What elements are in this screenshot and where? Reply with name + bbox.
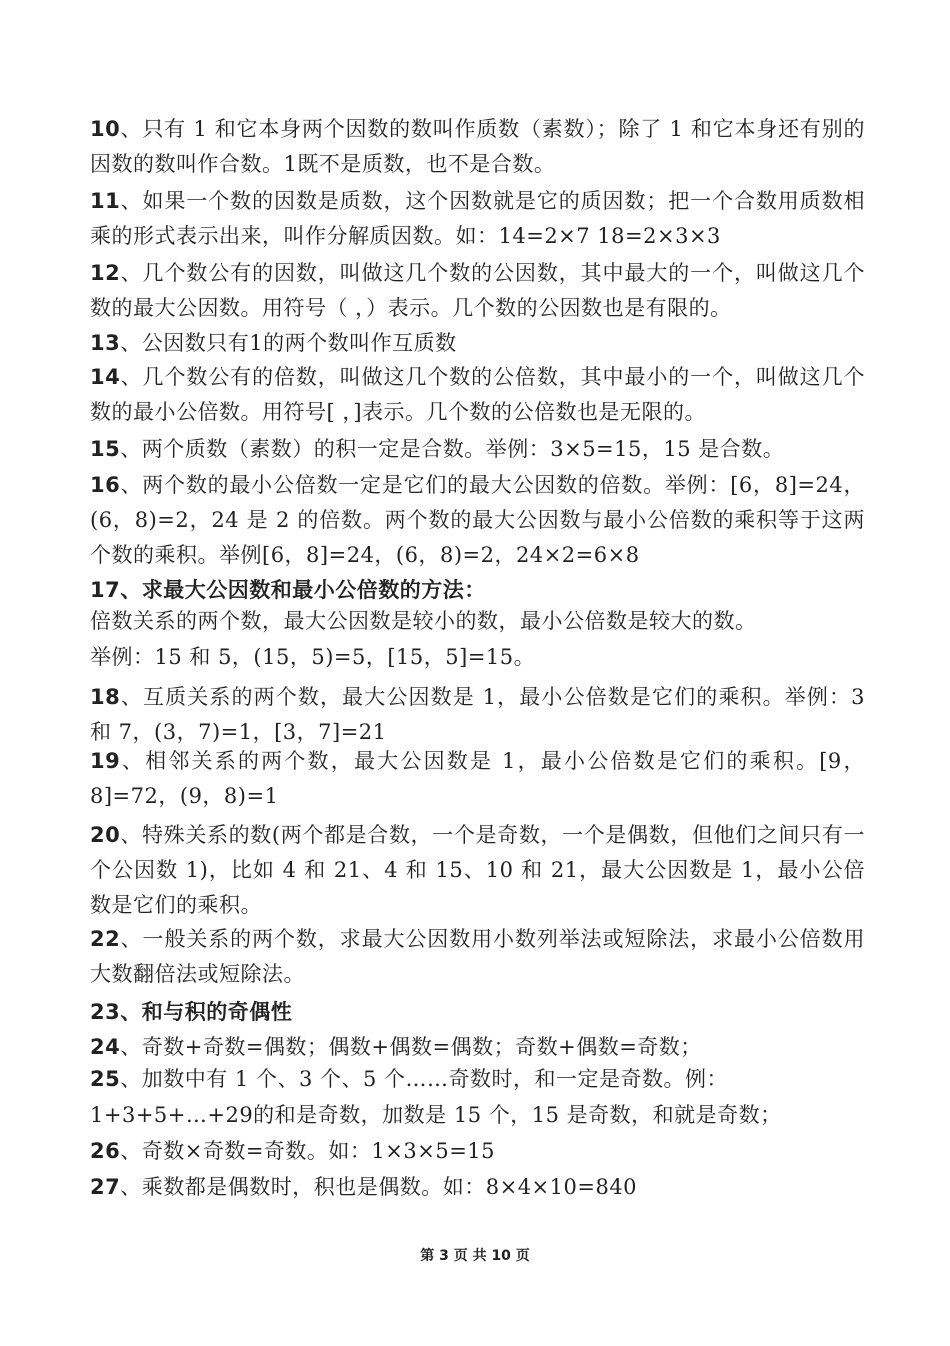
item-24: 24、奇数+奇数=偶数；偶数+偶数=偶数；奇数+偶数=奇数； xyxy=(90,1035,702,1059)
item-16: 16、两个数的最小公倍数一定是它们的最大公因数的倍数。举例：[6，8]=24，(6，8)=2，24 是 2 的倍数。两个数的最大公因数与最小公倍数的乘积等于这两个数的乘积。举例[6，8]=24，(6，8)=2，24×2=6×8 xyxy=(90,473,865,567)
item-25: 25、加数中有 1 个、3 个、5 个……奇数时，和一定是奇数。例： xyxy=(90,1067,729,1091)
item-27: 27、乘数都是偶数时，积也是偶数。如：8×4×10=840 xyxy=(90,1175,638,1199)
item-17-example: 举例：15 和 5，(15，5)=5，[15，5]=15。 xyxy=(90,645,536,669)
item-14: 14、几个数公有的倍数，叫做这几个数的公倍数，其中最小的一个，叫做这几个数的最小公倍数。用符号[ ，]表示。几个数的公倍数也是无限的。 xyxy=(90,365,865,424)
item-15: 15、两个质数（素数）的积一定是合数。举例：3×5=15，15 是合数。 xyxy=(90,437,785,461)
item-22: 22、一般关系的两个数，求最大公因数用小数列举法或短除法，求最小公倍数用大数翻倍法或短除法。 xyxy=(90,927,865,986)
item-13: 13、公因数只有1的两个数叫作互质数 xyxy=(90,331,457,355)
item-11: 11、如果一个数的因数是质数，这个因数就是它的质因数；把一个合数用质数相乘的形式表示出来，叫作分解质因数。如：14=2×7 18=2×3×3 xyxy=(90,189,865,248)
page-footer: 第 3 页 共 10 页 xyxy=(420,1248,530,1264)
item-18: 18、互质关系的两个数，最大公因数是 1，最小公倍数是它们的乘积。举例：3 和 7，(3，7)=1，[3，7]=21 xyxy=(90,685,865,744)
item-12: 12、几个数公有的因数，叫做这几个数的公因数，其中最大的一个，叫做这几个数的最大公因数。用符号（ ，）表示。几个数的公因数也是有限的。 xyxy=(90,261,865,320)
item-20: 20、特殊关系的数(两个都是合数，一个是奇数，一个是偶数，但他们之间只有一个公因数 1)，比如 4 和 21、4 和 15、10 和 21，最大公因数是 1，最小公倍数是它们的乘积。 xyxy=(90,823,865,917)
item-10: 10、只有 1 和它本身两个因数的数叫作质数（素数）；除了 1 和它本身还有别的因数的数叫作合数。1既不是质数，也不是合数。 xyxy=(90,117,865,176)
item-25-example: 1+3+5+…+29的和是奇数，加数是 15 个，15 是奇数，和就是奇数； xyxy=(90,1103,782,1127)
item-17-rule: 倍数关系的两个数，最大公因数是较小的数，最小公倍数是较大的数。 xyxy=(90,609,757,633)
item-19: 19、相邻关系的两个数，最大公因数是 1，最小公倍数是它们的乘积。[9，8]=72，(9，8)=1 xyxy=(90,749,865,808)
item-26: 26、奇数×奇数=奇数。如：1×3×5=15 xyxy=(90,1139,496,1163)
item-17-heading: 17、求最大公因数和最小公倍数的方法： xyxy=(90,577,486,602)
item-23-heading: 23、和与积的奇偶性 xyxy=(90,999,293,1024)
